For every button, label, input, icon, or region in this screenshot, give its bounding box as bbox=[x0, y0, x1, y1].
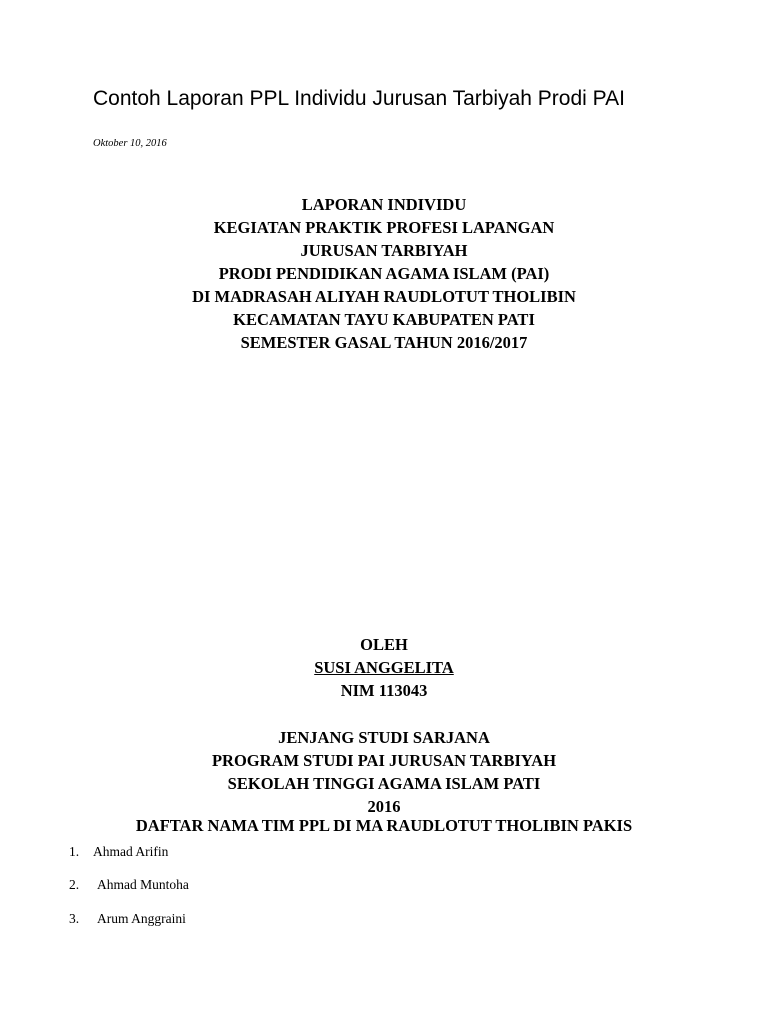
list-item-name: Ahmad Muntoha bbox=[97, 877, 189, 892]
list-item bbox=[69, 843, 168, 860]
list-item-number: 3. bbox=[69, 911, 80, 926]
heading-line: LAPORAN INDIVIDU bbox=[301, 195, 467, 214]
author-nim: NIM 113043 bbox=[340, 681, 428, 700]
list-item-name: Ahmad Arifin bbox=[93, 844, 169, 859]
institution-block bbox=[0, 726, 768, 818]
heading-line: PRODI PENDIDIKAN AGAMA ISLAM (PAI) bbox=[218, 264, 550, 283]
report-heading bbox=[0, 193, 768, 354]
list-item-number: 1. bbox=[69, 844, 80, 859]
list-item bbox=[69, 910, 186, 927]
institution-line: PROGRAM STUDI PAI JURUSAN TARBIYAH bbox=[211, 751, 557, 770]
institution-line: JENJANG STUDI SARJANA bbox=[278, 728, 490, 747]
list-item-number: 2. bbox=[69, 877, 80, 892]
document-title: Contoh Laporan PPL Individu Jurusan Tarbiyah Prodi PAI bbox=[93, 87, 625, 110]
heading-line: DI MADRASAH ALIYAH RAUDLOTUT THOLIBIN bbox=[192, 287, 576, 306]
author-block bbox=[0, 633, 768, 702]
team-list-heading: DAFTAR NAMA TIM PPL DI MA RAUDLOTUT THOLIBIN PAKIS bbox=[135, 816, 633, 835]
by-label: OLEH bbox=[360, 635, 408, 654]
author-name: SUSI ANGGELITA bbox=[314, 658, 454, 677]
heading-line: JURUSAN TARBIYAH bbox=[300, 241, 468, 260]
institution-line: SEKOLAH TINGGI AGAMA ISLAM PATI bbox=[227, 774, 541, 793]
list-item-name: Arum Anggraini bbox=[97, 911, 186, 926]
institution-year: 2016 bbox=[367, 797, 401, 816]
post-date: Oktober 10, 2016 bbox=[93, 138, 167, 149]
heading-line: KECAMATAN TAYU KABUPATEN PATI bbox=[233, 310, 535, 329]
heading-line: SEMESTER GASAL TAHUN 2016/2017 bbox=[240, 333, 528, 352]
list-item bbox=[69, 876, 189, 893]
heading-line: KEGIATAN PRAKTIK PROFESI LAPANGAN bbox=[213, 218, 555, 237]
